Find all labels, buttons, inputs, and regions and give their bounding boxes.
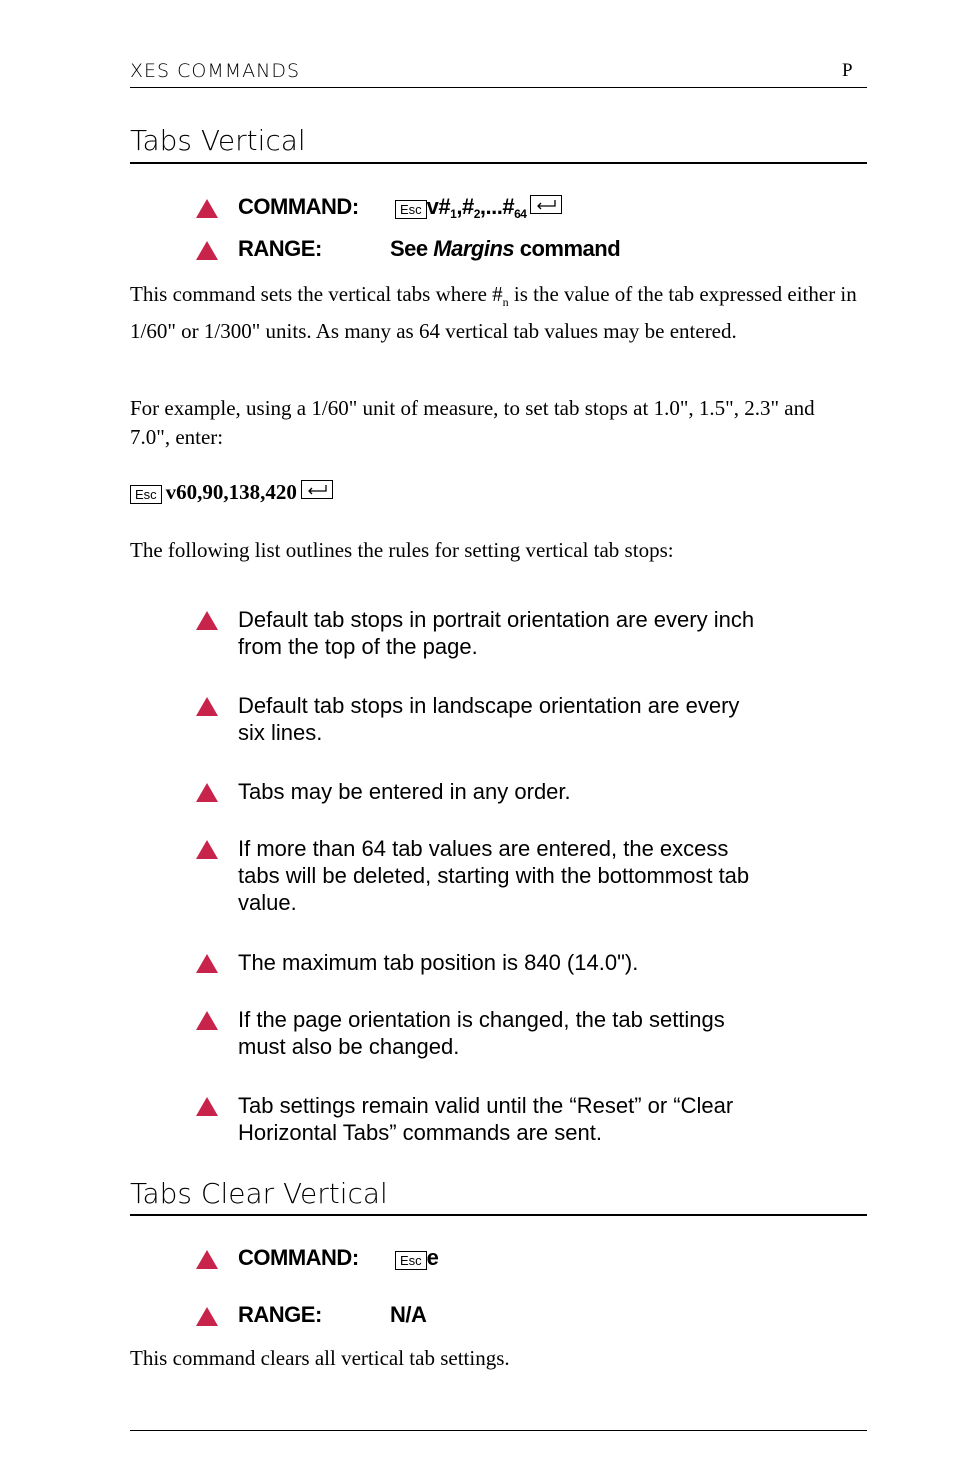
rules-intro: The following list outlines the rules for setting vertical tab stops:	[130, 538, 674, 562]
command-syntax	[395, 194, 562, 221]
bullet-triangle-icon	[196, 1097, 218, 1116]
esc-key-icon: Esc	[395, 1251, 427, 1270]
section-title-tabs-vertical: Tabs Vertical	[130, 124, 306, 157]
rule-item-line: Horizontal Tabs” commands are sent.	[238, 1120, 602, 1145]
rule-item	[238, 1006, 828, 1060]
command-sub: 64	[514, 207, 527, 222]
command-param: e	[426, 1245, 439, 1270]
esc-key-icon: Esc	[130, 485, 162, 504]
rule-item-line: Default tab stops in landscape orientation are every	[238, 693, 740, 718]
rule-item-line: must also be changed.	[238, 1034, 460, 1059]
command-label: COMMAND:	[238, 1245, 359, 1270]
rule-item	[238, 606, 828, 660]
rule-item-line: Tabs may be entered in any order.	[238, 779, 571, 804]
command-sub: 1	[450, 207, 457, 222]
bullet-triangle-icon	[196, 783, 218, 802]
rule-item	[238, 949, 828, 976]
clear-description: This command clears all vertical tab settings.	[130, 1346, 510, 1370]
desc-text: This command sets the vertical tabs where #	[130, 282, 503, 306]
bullet-triangle-icon	[196, 611, 218, 630]
bullet-triangle-icon	[196, 840, 218, 859]
esc-key-icon: Esc	[395, 200, 427, 219]
bullet-triangle-icon	[196, 697, 218, 716]
rule-item-line: tabs will be deleted, starting with the bottommost tab	[238, 863, 750, 888]
rule-item	[238, 778, 828, 805]
rule-item-line: The maximum tab position is 840 (14.0").	[238, 950, 639, 975]
header-rule	[130, 87, 867, 88]
enter-key-icon	[530, 195, 562, 214]
running-header: XES COMMANDS	[130, 60, 301, 82]
bullet-triangle-icon	[196, 1250, 218, 1269]
bullet-triangle-icon	[196, 954, 218, 973]
range-value: N/A	[390, 1302, 427, 1327]
rule-item	[238, 1092, 828, 1146]
enter-key-icon	[301, 480, 333, 499]
example-command	[130, 480, 333, 505]
command-syntax	[395, 1245, 438, 1271]
desc-text: is the value of the tab expressed either in 1/60" or 1/300" units. As many as 64 vertical tab values may be entered.	[130, 282, 857, 344]
rule-item-line: If the page orientation is changed, the tab settings	[238, 1007, 725, 1032]
rule-item-line: value.	[238, 890, 297, 915]
rule-item-line: six lines.	[238, 720, 323, 745]
bullet-triangle-icon	[196, 1307, 218, 1326]
bullet-triangle-icon	[196, 1011, 218, 1030]
page-mark: P	[842, 60, 853, 81]
description-paragraph	[130, 280, 870, 346]
rule-item	[238, 835, 828, 916]
rule-item-line: from the top of the page.	[238, 634, 478, 659]
section-rule	[130, 162, 867, 164]
footer-rule	[130, 1430, 867, 1431]
rule-item	[238, 692, 828, 746]
command-sub: 2	[473, 207, 480, 222]
range-label: RANGE:	[238, 1302, 322, 1327]
range-italic: Margins	[433, 236, 515, 261]
command-param: ,#	[456, 194, 474, 219]
bullet-triangle-icon	[196, 199, 218, 218]
command-label: COMMAND:	[238, 194, 359, 219]
command-param: v#	[426, 194, 451, 219]
section-title-tabs-clear-vertical: Tabs Clear Vertical	[130, 1177, 388, 1210]
rule-item-line: If more than 64 tab values are entered, the excess	[238, 836, 729, 861]
example-command-text: v60,90,138,420	[165, 480, 297, 504]
range-label: RANGE:	[238, 236, 322, 261]
example-intro: For example, using a 1/60" unit of measure, to set tab stops at 1.0", 1.5", 2.3" and 7.0", enter:	[130, 396, 815, 449]
command-param: ,...#	[479, 194, 515, 219]
bullet-triangle-icon	[196, 241, 218, 260]
desc-sub: n	[502, 295, 509, 310]
rule-item-line: Default tab stops in portrait orientation are every inch	[238, 607, 755, 632]
rule-item-line: Tab settings remain valid until the “Reset” or “Clear	[238, 1093, 734, 1118]
section-rule	[130, 1214, 867, 1216]
range-rest: command	[514, 236, 621, 261]
range-value	[390, 236, 620, 262]
range-see: See	[390, 236, 434, 261]
